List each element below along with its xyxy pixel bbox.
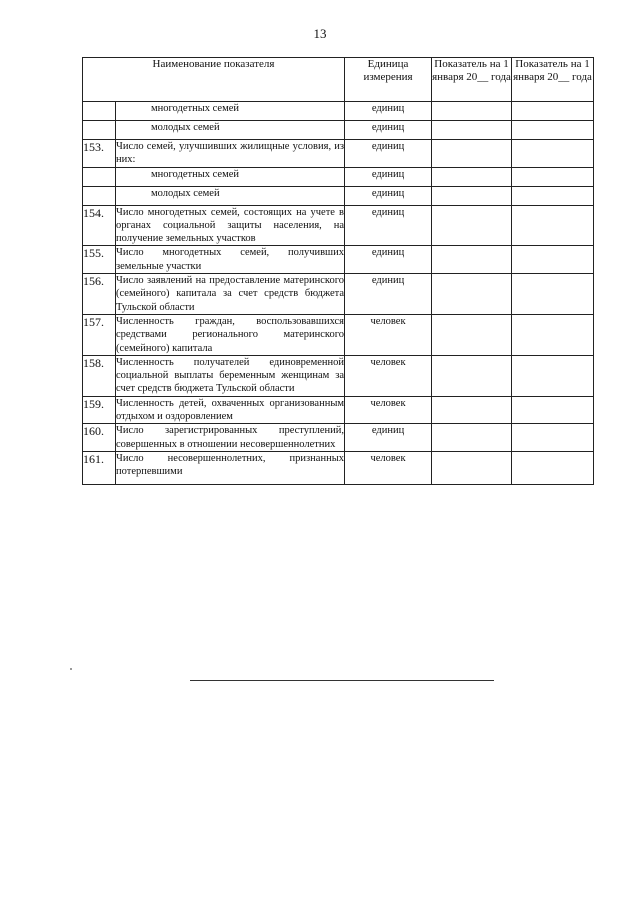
row-name: Число зарегистрированных преступлений, совершенных в отношении несовершеннолетних [116,425,345,450]
row-unit: единиц [345,140,432,168]
row-number [83,121,116,140]
page-number: 13 [313,26,327,41]
header-unit: Единица измерения [345,58,432,102]
value-cell [512,121,594,140]
table-row [83,167,594,186]
value-cell [432,102,512,121]
row-number: 159. [83,396,116,424]
row-unit: единиц [345,246,432,274]
row-unit: единиц [345,121,432,140]
row-name: Численность детей, охваченных организованным отдыхом и оздоровлением [116,397,345,423]
table-row [83,274,594,315]
table-row [83,451,594,484]
row-name: Численность получателей единовременной социальной выплаты беременным женщинам за счет средств бюджета Тульской области [116,356,345,395]
header-indicator-name: Наименование показателя [83,58,345,102]
value-cell [432,186,512,205]
row-number: 153. [83,140,116,168]
row-unit: единиц [345,424,432,452]
table-row [83,102,594,121]
value-cell [432,451,512,484]
row-number: 158. [83,355,116,396]
row-unit: человек [345,314,432,355]
value-cell [432,205,512,246]
value-cell [512,424,594,452]
value-cell [512,102,594,121]
row-unit: единиц [345,205,432,246]
table-header-row [83,58,594,102]
row-name: многодетных семей [116,167,345,186]
table-row [83,424,594,452]
row-unit: человек [345,396,432,424]
row-unit: человек [345,451,432,484]
row-number: 157. [83,314,116,355]
value-cell [512,355,594,396]
table-row [83,186,594,205]
value-cell [432,121,512,140]
table-row [83,396,594,424]
row-number [83,102,116,121]
value-cell [512,205,594,246]
row-name: Число многодетных семей, состоящих на учете в органах социальной защиты населения, на получение земельных участков [116,206,345,245]
row-name: Численность граждан, воспользовавшихся средствами регионального материнского (семейного) капитала [116,315,345,354]
closing-rule [190,680,494,681]
value-cell [512,167,594,186]
row-number: 156. [83,274,116,315]
table-row [83,205,594,246]
row-name: молодых семей [116,121,345,140]
value-cell [512,274,594,315]
row-number: 155. [83,246,116,274]
indicators-table [82,57,594,485]
scan-speck [70,668,72,670]
row-unit: единиц [345,274,432,315]
table-row [83,314,594,355]
value-cell [432,140,512,168]
table-row [83,140,594,168]
value-cell [512,186,594,205]
value-cell [432,424,512,452]
value-cell [432,355,512,396]
table-row [83,355,594,396]
row-unit: единиц [345,102,432,121]
row-name: многодетных семей [116,102,345,121]
row-name: Число многодетных семей, получивших земельные участки [116,247,345,272]
value-cell [512,140,594,168]
value-cell [512,246,594,274]
value-cell [432,314,512,355]
row-name: Число семей, улучшивших жилищные условия, из них: [116,141,345,166]
row-unit: единиц [345,167,432,186]
row-unit: человек [345,355,432,396]
row-number: 161. [83,451,116,484]
row-number: 160. [83,424,116,452]
table-row [83,121,594,140]
row-number: 154. [83,205,116,246]
value-cell [432,167,512,186]
table-row [83,246,594,274]
value-cell [512,396,594,424]
row-number [83,186,116,205]
value-cell [432,246,512,274]
header-value-2: Показатель на 1 января 20__ года [512,58,594,102]
value-cell [512,451,594,484]
value-cell [432,396,512,424]
row-name: молодых семей [116,186,345,205]
header-value-1: Показатель на 1 января 20__ года [432,58,512,102]
value-cell [432,274,512,315]
row-number [83,167,116,186]
row-name: Число несовершеннолетних, признанных потерпевшими [116,451,345,484]
value-cell [512,314,594,355]
row-name: Число заявлений на предоставление материнского (семейного) капитала за счет средств бюджета Тульской области [116,275,345,313]
row-unit: единиц [345,186,432,205]
